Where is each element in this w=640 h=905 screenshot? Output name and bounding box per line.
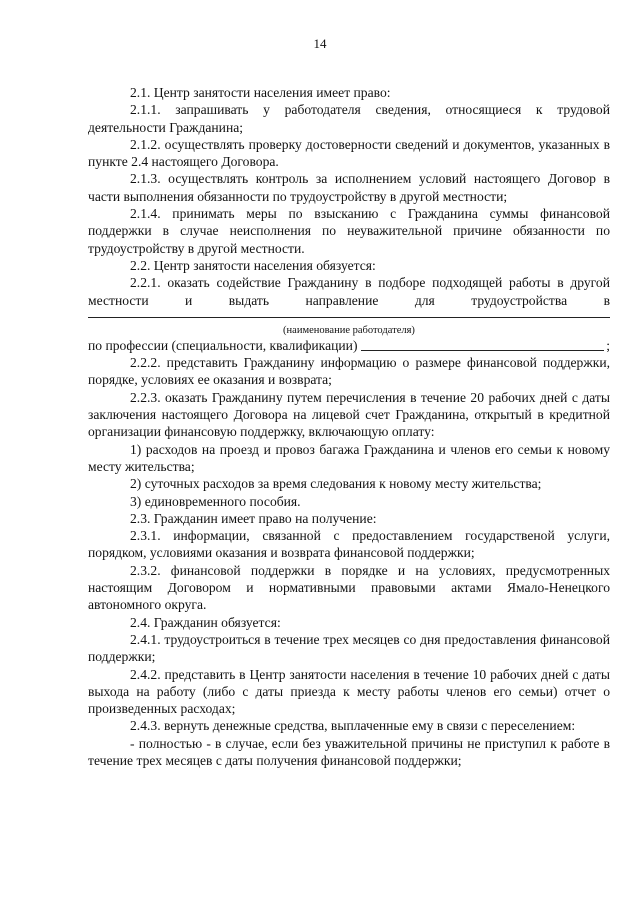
employer-caption: (наименование работодателя) bbox=[283, 324, 415, 336]
paragraph-2-1-1: 2.1.1. запрашивать у работодателя сведения, относящиеся к трудовой деятельности Гражданина; bbox=[88, 102, 610, 135]
paragraph-2-3-2: 2.3.2. финансовой поддержки в порядке и на условиях, предусмотренных настоящим Договором и нормативными правовыми актами Ямало-Ненецкого автономного округа. bbox=[88, 562, 610, 613]
document-body bbox=[88, 84, 610, 769]
profession-field bbox=[88, 337, 610, 354]
paragraph-2-2: 2.2. Центр занятости населения обязуется: bbox=[130, 257, 376, 273]
paragraph-2-3-1: 2.3.1. информации, связанной с предоставлением государственой услуги, порядком, условиями оказания и возврата финансовой поддержки; bbox=[88, 528, 610, 561]
paragraph-2-2-3: 2.2.3. оказать Гражданину путем перечисления в течение 20 рабочих дней с даты заключения настоящего Договора на лицевой счет Гражданина, открытый в кредитной организации финансовую поддержку, включающую оплату: bbox=[88, 389, 610, 440]
paragraph-2-1-2: 2.1.2. осуществлять проверку достоверности сведений и документов, указанных в пункте 2.4 настоящего Договора. bbox=[88, 136, 610, 170]
paragraph-item-1: 1) расходов на проезд и провоз багажа Гражданина и членов его семьи к новому месту жительства; bbox=[88, 441, 610, 474]
employer-blank-field bbox=[88, 309, 610, 326]
paragraph-item-3: 3) единовременного пособия. bbox=[130, 493, 301, 509]
employer-blank-line bbox=[88, 317, 610, 318]
profession-end: ; bbox=[606, 337, 610, 353]
paragraph-2-4: 2.4. Гражданин обязуется: bbox=[130, 614, 281, 630]
profession-label: по профессии (специальности, квалификации) bbox=[88, 337, 358, 353]
paragraph-2-3: 2.3. Гражданин имеет право на получение: bbox=[130, 510, 377, 526]
paragraph-item-2: 2) суточных расходов за время следования к новому месту жительства; bbox=[130, 476, 542, 492]
paragraph-2-4-2: 2.4.2. представить в Центр занятости населения в течение 10 рабочих дней с даты выхода на работу (либо с даты приезда к месту работы членов его семьи) отчет о произведенных расходах; bbox=[88, 666, 610, 717]
profession-blank-line bbox=[361, 350, 604, 351]
page-number: 14 bbox=[313, 36, 327, 51]
paragraph-2-4-1: 2.4.1. трудоустроиться в течение трех месяцев со дня предоставления финансовой поддержки; bbox=[88, 631, 610, 665]
paragraph-2-1: 2.1. Центр занятости населения имеет право: bbox=[130, 85, 391, 100]
paragraph-2-1-3: 2.1.3. осуществлять контроль за исполнением условий настоящего Договор в части выполнения обязанности по трудоустройству в другой местности; bbox=[88, 171, 610, 204]
paragraph-2-2-1: 2.2.1. оказать содействие Гражданину в подборе подходящей работы в другой местности и выдать направление для трудоустройства в bbox=[88, 275, 610, 308]
paragraph-2-2-2: 2.2.2. представить Гражданину информацию о размере финансовой поддержки, порядке, условиях ее оказания и возврата; bbox=[88, 355, 610, 388]
paragraph-2-1-4: 2.1.4. принимать меры по взысканию с Гражданина суммы финансовой поддержки в случае неисполнения по неуважительной причине обязанности по трудоустройству в другой местности. bbox=[88, 206, 610, 256]
paragraph-full-return: - полностью - в случае, если без уважительной причины не приступил к работе в течение трех месяцев с даты получения финансовой поддержки; bbox=[88, 735, 610, 768]
paragraph-2-4-3: 2.4.3. вернуть денежные средства, выплаченные ему в связи с переселением: bbox=[130, 718, 576, 734]
